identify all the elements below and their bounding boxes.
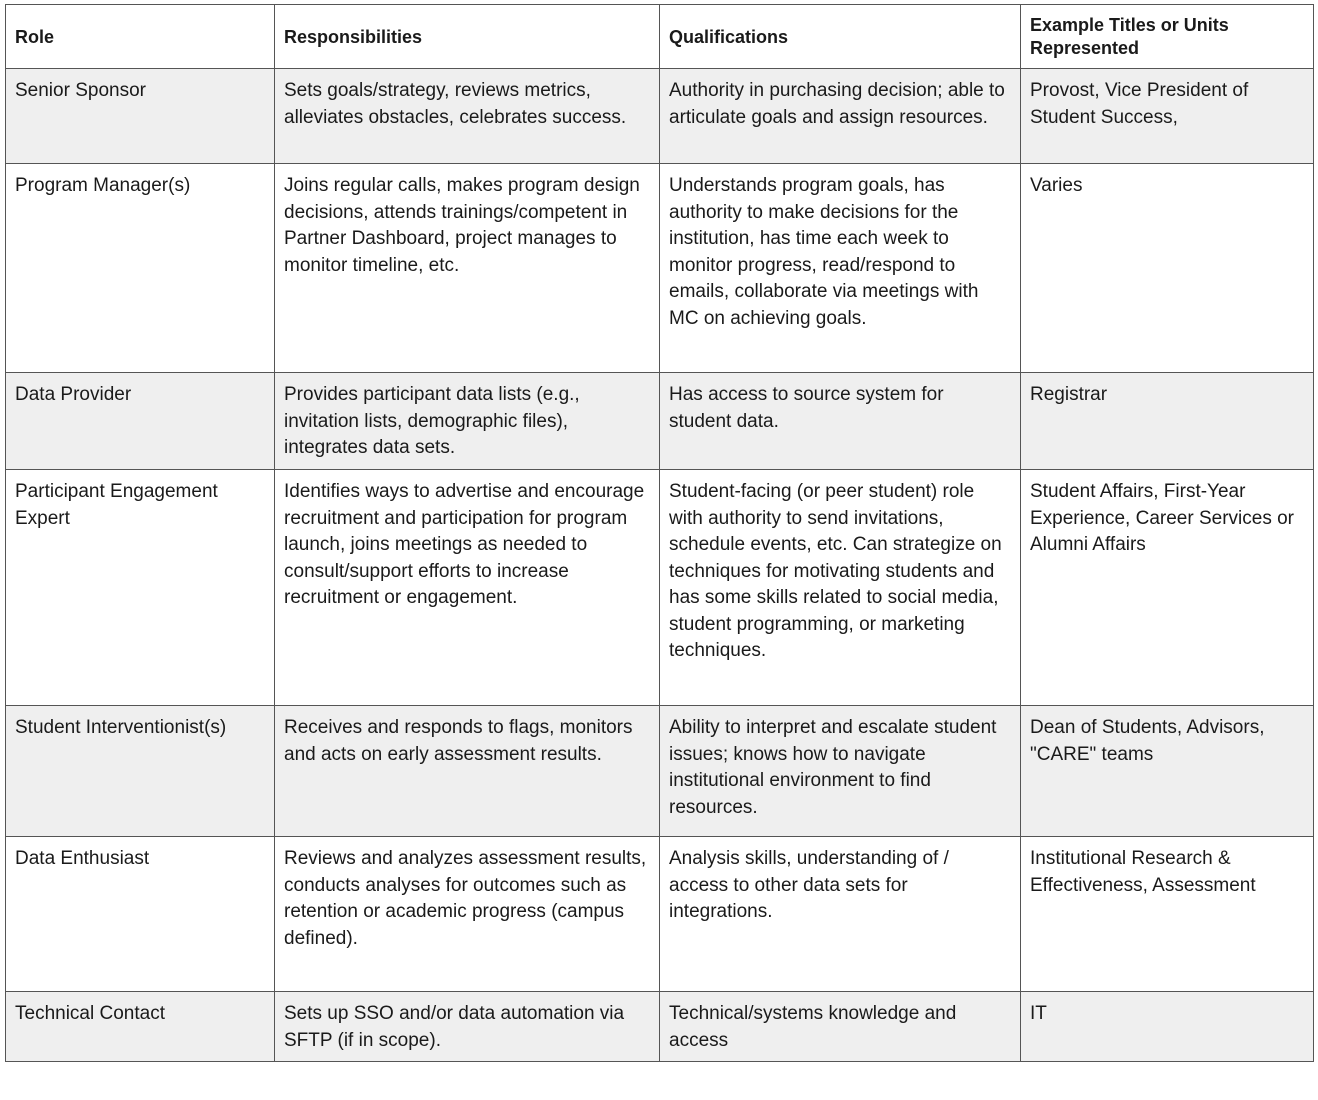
table-body (6, 69, 1314, 1062)
cell-qualifications: Student-facing (or peer student) role with authority to send invitations, schedule events, etc. Can strategize on techniques for motivating students and has some skills related to social media, student programming, or marketing techniques. (660, 470, 1021, 706)
cell-role: Student Interventionist(s) (6, 706, 275, 837)
cell-responsibilities: Sets goals/strategy, reviews metrics, alleviates obstacles, celebrates success. (275, 69, 660, 164)
cell-role: Program Manager(s) (6, 164, 275, 373)
cell-role: Participant Engagement Expert (6, 470, 275, 706)
table-row (6, 706, 1314, 837)
table-row (6, 69, 1314, 164)
cell-responsibilities: Identifies ways to advertise and encourage recruitment and participation for program launch, joins meetings as needed to consult/support efforts to increase recruitment or engagement. (275, 470, 660, 706)
cell-qualifications: Has access to source system for student data. (660, 373, 1021, 470)
cell-examples: Student Affairs, First-Year Experience, Career Services or Alumni Affairs (1021, 470, 1314, 706)
cell-qualifications: Ability to interpret and escalate student issues; knows how to navigate institutional environment to find resources. (660, 706, 1021, 837)
cell-responsibilities: Reviews and analyzes assessment results, conducts analyses for outcomes such as retention or academic progress (campus defined). (275, 837, 660, 992)
roles-table-container (5, 4, 1314, 1062)
cell-role: Technical Contact (6, 992, 275, 1062)
header-role: Role (6, 5, 275, 69)
table-row (6, 470, 1314, 706)
cell-examples: Registrar (1021, 373, 1314, 470)
table-row (6, 373, 1314, 470)
cell-role: Data Provider (6, 373, 275, 470)
table-row (6, 837, 1314, 992)
header-responsibilities: Responsibilities (275, 5, 660, 69)
table-row (6, 164, 1314, 373)
cell-qualifications: Analysis skills, understanding of / access to other data sets for integrations. (660, 837, 1021, 992)
roles-table (5, 4, 1314, 1062)
table-row (6, 992, 1314, 1062)
cell-responsibilities: Joins regular calls, makes program design decisions, attends trainings/competent in Partner Dashboard, project manages to monitor timeline, etc. (275, 164, 660, 373)
table-header (6, 5, 1314, 69)
cell-responsibilities: Sets up SSO and/or data automation via SFTP (if in scope). (275, 992, 660, 1062)
header-row (6, 5, 1314, 69)
cell-examples: IT (1021, 992, 1314, 1062)
cell-responsibilities: Receives and responds to flags, monitors and acts on early assessment results. (275, 706, 660, 837)
cell-qualifications: Technical/systems knowledge and access (660, 992, 1021, 1062)
cell-role: Senior Sponsor (6, 69, 275, 164)
cell-role: Data Enthusiast (6, 837, 275, 992)
cell-qualifications: Understands program goals, has authority to make decisions for the institution, has time each week to monitor progress, read/respond to emails, collaborate via meetings with MC on achieving goals. (660, 164, 1021, 373)
cell-qualifications: Authority in purchasing decision; able to articulate goals and assign resources. (660, 69, 1021, 164)
header-examples: Example Titles or Units Represented (1021, 5, 1314, 69)
cell-examples: Dean of Students, Advisors, "CARE" teams (1021, 706, 1314, 837)
cell-examples: Varies (1021, 164, 1314, 373)
cell-responsibilities: Provides participant data lists (e.g., invitation lists, demographic files), integrates data sets. (275, 373, 660, 470)
cell-examples: Institutional Research & Effectiveness, Assessment (1021, 837, 1314, 992)
cell-examples: Provost, Vice President of Student Success, (1021, 69, 1314, 164)
header-qualifications: Qualifications (660, 5, 1021, 69)
